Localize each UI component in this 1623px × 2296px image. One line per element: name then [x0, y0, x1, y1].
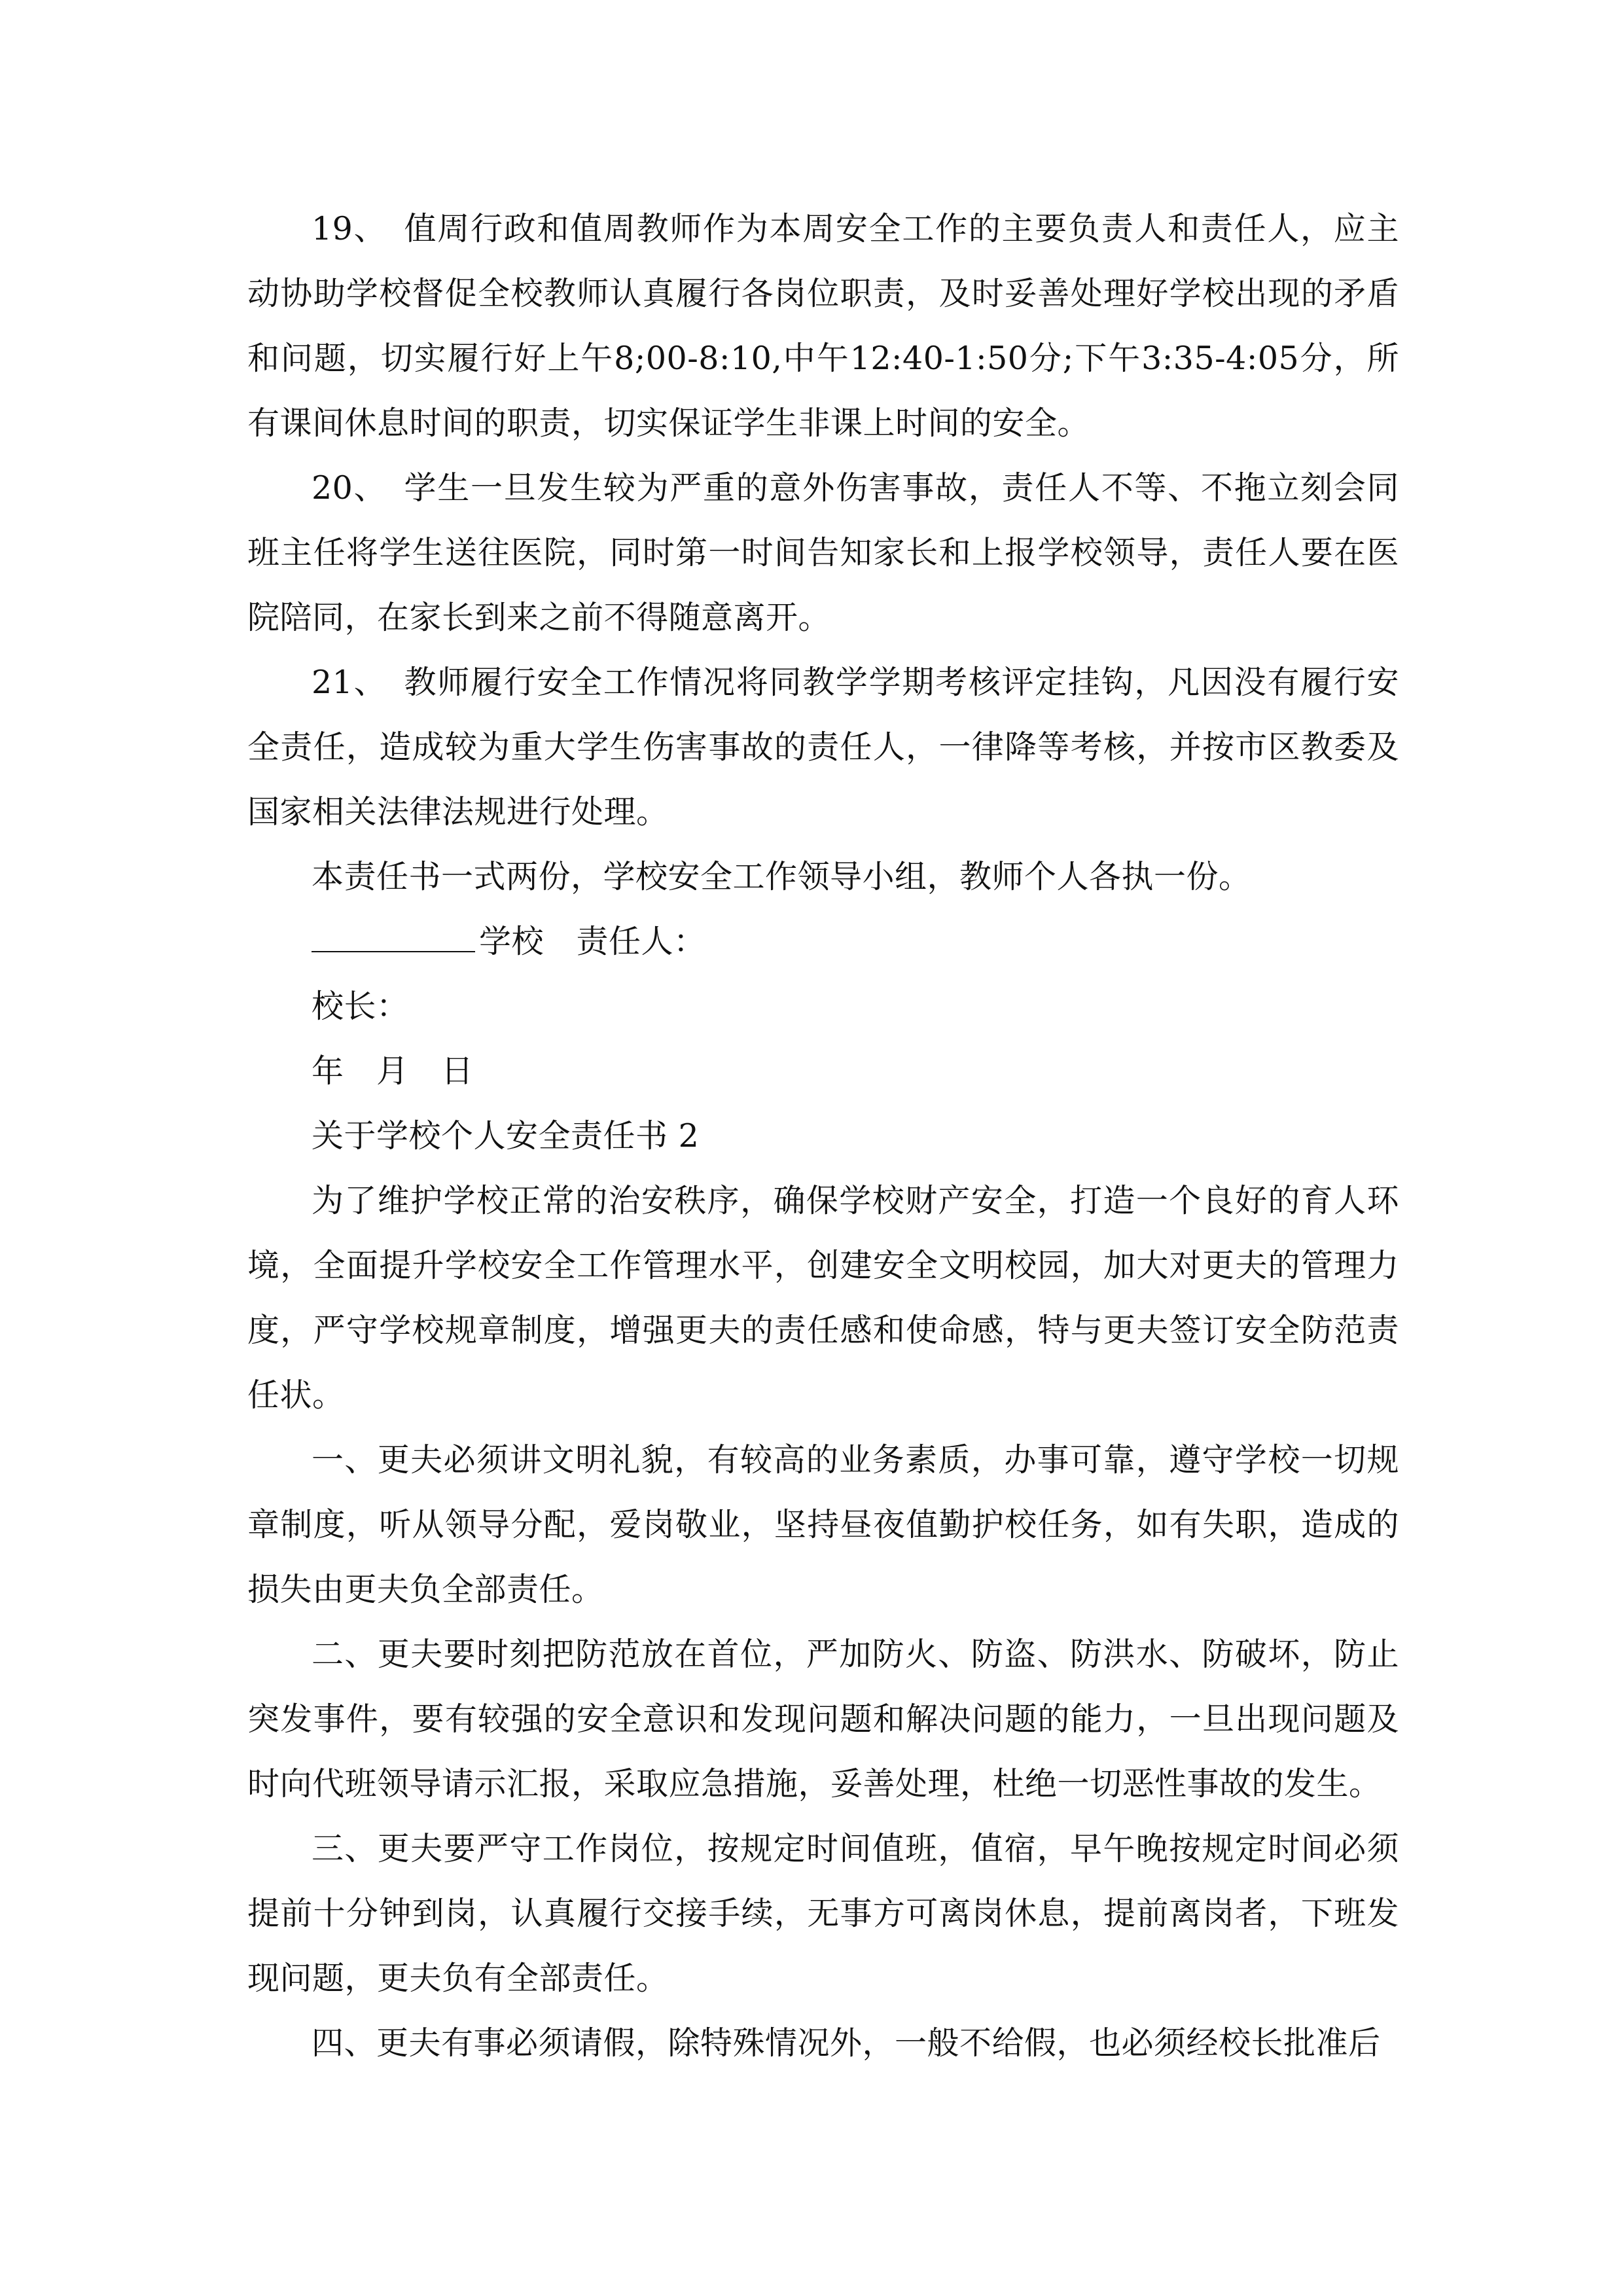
clause-19: 19、 值周行政和值周教师作为本周安全工作的主要负责人和责任人，应主动协助学校督促全校教师认真履行各岗位职责，及时妥善处理好学校出现的矛盾和问题，切实履行好上午8;00-8:10,中午12:40-1:50分;下午3:35-4:05分，所有课间休息时间的职责，切实保证学生非课上时间的安全。: [247, 210, 1399, 442]
clause-21: 21、 教师履行安全工作情况将同教学学期考核评定挂钩，凡因没有履行安全责任，造成较为重大学生伤害事故的责任人，一律降等考核，并按市区教委及国家相关法律法规进行处理。: [247, 664, 1399, 831]
document-body: [247, 196, 1399, 2075]
section-item-2: 二、更夫要时刻把防范放在首位，严加防火、防盗、防洪水、防破坏，防止突发事件，要有较强的安全意识和发现问题和解决问题的能力，一旦出现问题及时向代班领导请示汇报，采取应急措施，妥善处理，杜绝一切恶性事故的发生。: [247, 1636, 1399, 1803]
section-title: 关于学校个人安全责任书 2: [312, 1117, 700, 1155]
section-item-4: 四、更夫有事必须请假，除特殊情况外，一般不给假，也必须经校长批准后: [312, 2024, 1381, 2062]
signature-date: 年 月 日: [312, 1052, 474, 1090]
signature-school-label: 学校 责任人：: [479, 923, 706, 960]
section-item-1: 一、更夫必须讲文明礼貌，有较高的业务素质，办事可靠，遵守学校一切规章制度，听从领导分配，爱岗敬业，坚持昼夜值勤护校任务，如有失职，造成的损失由更夫负全部责任。: [247, 1441, 1399, 1608]
copies-statement: 本责任书一式两份，学校安全工作领导小组，教师个人各执一份。: [312, 858, 1251, 895]
signature-principal: 校长：: [312, 988, 409, 1025]
school-name-blank: [312, 926, 475, 952]
section-intro: 为了维护学校正常的治安秩序，确保学校财产安全，打造一个良好的育人环境，全面提升学校安全工作管理水平，创建安全文明校园，加大对更夫的管理力度，严守学校规章制度，增强更夫的责任感和使命感，特与更夫签订安全防范责任状。: [247, 1182, 1399, 1414]
signature-school-line: [247, 909, 1399, 974]
section-item-3: 三、更夫要严守工作岗位，按规定时间值班，值宿，早午晚按规定时间必须提前十分钟到岗，认真履行交接手续，无事方可离岗休息，提前离岗者，下班发现问题，更夫负有全部责任。: [247, 1830, 1399, 1997]
clause-20: 20、 学生一旦发生较为严重的意外伤害事故，责任人不等、不拖立刻会同班主任将学生送往医院，同时第一时间告知家长和上报学校领导，责任人要在医院陪同，在家长到来之前不得随意离开。: [247, 469, 1399, 636]
